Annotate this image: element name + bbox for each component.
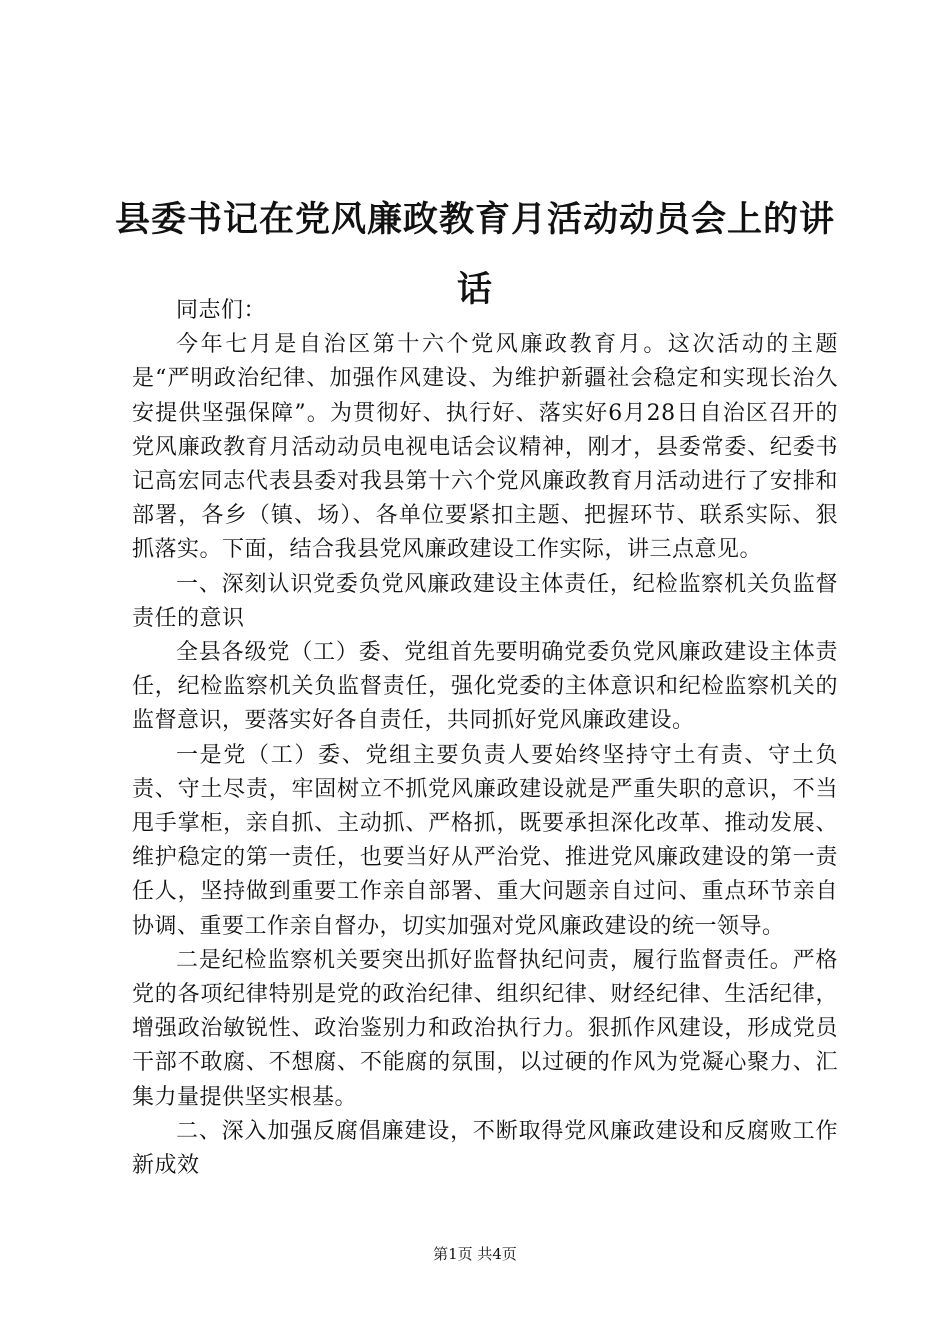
paragraph-point-2: 二是纪检监察机关要突出抓好监督执纪问责，履行监督责任。严格党的各项纪律特别是党的政治纪律、组织纪律、财经纪律、生活纪律，增强政治敏锐性、政治鉴别力和政治执行力。狠抓作风建设，形成党员干部不敢腐、不想腐、不能腐的氛围，以过硬的作风为党凝心聚力、汇集力量提供坚实根基。 bbox=[132, 947, 838, 1110]
document-title: 县委书记在党风廉政教育月活动动员会上的讲话 bbox=[114, 199, 835, 310]
salutation: 同志们： bbox=[176, 298, 267, 323]
document-body bbox=[132, 294, 838, 1183]
paragraph-section-1: 全县各级党（工）委、党组首先要明确党委负党风廉政建设主体责任，纪检监察机关负监督责任，强化党委的主体意识和纪检监察机关的监督意识，要落实好各自责任，共同抓好党风廉政建设。 bbox=[132, 640, 838, 734]
paragraph-point-1: 一是党（工）委、党组主要负责人要始终坚持守土有责、守土负责、守土尽责，牢固树立不抓党风廉政建设就是严重失职的意识，不当甩手掌柜，亲自抓、主动抓、严格抓，既要承担深化改革、推动发展、维护稳定的第一责任，也要当好从严治党、推进党风廉政建设的第一责任人，坚持做到重要工作亲自部署、重大问题亲自过问、重点环节亲自协调、重要工作亲自督办，切实加强对党风廉政建设的统一领导。 bbox=[132, 742, 838, 939]
section-heading-1: 一、深刻认识党委负党风廉政建设主体责任，纪检监察机关负监督责任的意识 bbox=[132, 571, 838, 631]
paragraph-intro: 今年七月是自治区第十六个党风廉政教育月。这次活动的主题是“严明政治纪律、加强作风建设、为维护新疆社会稳定和实现长治久安提供坚强保障”。为贯彻好、执行好、落实好6月28日自治区召开的党风廉政教育月活动动员电视电话会议精神，刚才，县委常委、纪委书记高宏同志代表县委对我县第十六个党风廉政教育月活动进行了安排和部署，各乡（镇、场）、各单位要紧扣主题、把握环节、联系实际、狠抓落实。下面，结合我县党风廉政建设工作实际，讲三点意见。 bbox=[132, 332, 838, 563]
page-number: 第1页 共4页 bbox=[433, 1245, 517, 1263]
section-heading-2: 二、深入加强反腐倡廉建设，不断取得党风廉政建设和反腐败工作新成效 bbox=[132, 1118, 838, 1179]
